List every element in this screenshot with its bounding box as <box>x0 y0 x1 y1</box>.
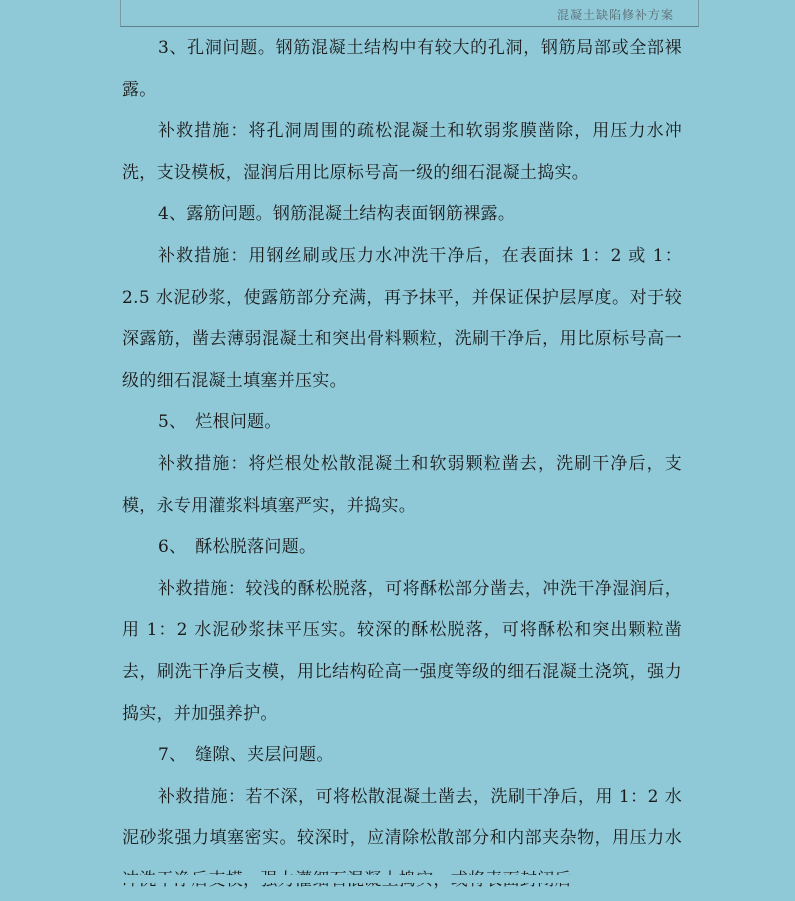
page-bottom-edge <box>0 875 795 883</box>
paragraph: 补救措施：将孔洞周围的疏松混凝土和软弱浆膜凿除，用压力水冲洗，支设模板，湿润后用比原标号高一级的细石混凝土捣实。 <box>122 121 682 183</box>
paragraph: 4、露筋问题。钢筋混凝土结构表面钢筋裸露。 <box>158 204 516 225</box>
paragraph: 3、孔洞问题。钢筋混凝土结构中有较大的孔洞，钢筋局部或全部裸露。 <box>122 38 682 100</box>
paragraph: 6、 酥松脱落问题。 <box>158 537 317 558</box>
paragraph: 7、 缝隙、夹层问题。 <box>158 745 334 766</box>
page-header <box>120 0 699 27</box>
paragraph: 补救措施：用钢丝刷或压力水冲洗干净后，在表面抹 1：2 或 1：2.5 水泥砂浆，使露筋部分充满，再予抹平，并保证保护层厚度。对于较深露筋，凿去薄弱混凝土和突出骨料颗粒，洗刷干净后，用比原标号高一级的细石混凝土填塞并压实。 <box>122 245 682 391</box>
paragraph: 补救措施：将烂根处松散混凝土和软弱颗粒凿去，洗刷干净后，支模，永专用灌浆料填塞严实，并捣实。 <box>122 453 682 516</box>
paragraph: 5、 烂根问题。 <box>158 412 282 433</box>
document-body <box>122 28 682 901</box>
paragraph: 补救措施：若不深，可将松散混凝土凿去，洗刷干净后，用 1：2 水泥砂浆强力填塞密实。较深时，应清除松散部分和内部夹杂物，用压力水 <box>122 786 682 849</box>
running-title: 混凝土缺陷修补方案 <box>556 8 674 22</box>
paragraph: 补救措施：较浅的酥松脱落，可将酥松部分凿去，冲洗干净湿润后，用 1：2 水泥砂浆抹平压实。较深的酥松脱落，可将酥松和突出颗粒凿去，刷洗干净后支模，用比结构砼高一强度等级的细石混凝土浇筑，强力捣实，并加强养护。 <box>122 578 682 724</box>
